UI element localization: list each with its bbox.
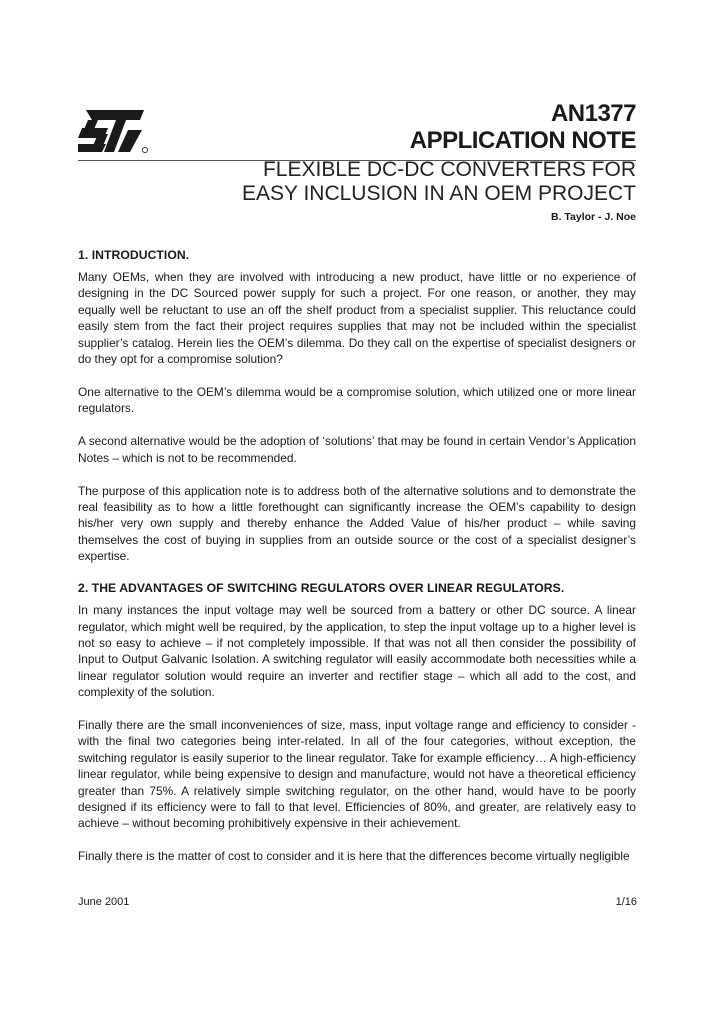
- paragraph: Finally there is the matter of cost to consider and it is here that the differences become virtually negligible: [78, 849, 630, 864]
- authors: B. Taylor - J. Noe: [551, 211, 636, 223]
- section-heading: 1. INTRODUCTION.: [78, 248, 190, 262]
- section-introduction: [78, 248, 636, 565]
- st-logo-icon: [78, 106, 150, 156]
- doc-title-line2: EASY INCLUSION IN AN OEM PROJECT: [241, 182, 636, 205]
- document-body: [78, 240, 636, 881]
- paragraph: A second alternative would be the adoption of ‘solutions’ that may be found in certain Vendor’s Application Notes – which is not to be recommended.: [78, 434, 636, 465]
- paragraph: The purpose of this application note is to address both of the alternative solutions and to demonstrate the real feasibility as to how a little forethought can significantly increase the OEM’s capability to design his/her very own supply and thereby enhance the Added Value of his/her product – while saving themselves the cost of buying in supplies from an outside source or the cost of a specialist designer’s expertise.: [78, 483, 636, 564]
- paragraph: Finally there are the small inconveniences of size, mass, input voltage range and efficiency to consider - with the final two categories being inter-related. In all of the four categories, without exception, the switching regulator is easily superior to the linear regulator. Take for example efficiency… A high-efficiency linear regulator, while being expensive to design and manufacture, would not have a theoretical efficiency greater than 75%. A relatively simple switching regulator, on the other hand, would have to be poorly designed if its efficiency were to fall to that level. Efficiencies of 80%, and greater, are relatively easy to achieve – without becoming prohibitively expensive in their achievement.: [78, 718, 636, 831]
- page-number: 1/16: [615, 896, 637, 908]
- footer-date: June 2001: [78, 896, 130, 908]
- paragraph: Many OEMs, when they are involved with introducing a new product, have little or no experience of designing in the DC Sourced power supply for such a project. For one reason, or another, they may equally well be reluctant to use an off the shelf product from a specialist supplier. This reluctance could easily stem from the fact their project requires supplies that may not be included within the specialist supplier’s catalog. Herein lies the OEM’s dilemma. Do they call on the expertise of specialist designers or do they opt for a compromise solution?: [78, 270, 636, 367]
- doc-kind: APPLICATION NOTE: [409, 127, 636, 154]
- doc-title-line1: FLEXIBLE DC-DC CONVERTERS FOR: [262, 158, 636, 181]
- paragraph: In many instances the input voltage may well be sourced from a battery or other DC source. A linear regulator, which might well be required, by the application, to step the input voltage up to a higher level is not so easy to achieve – if not completely impossible. If that was not all then consider the possibility of Input to Output Galvanic Isolation. A switching regulator will easily accommodate both necessities while a linear regulator solution would require an inverter and rectifier stage – which all add to the cost, and complexity of the solution.: [78, 603, 636, 700]
- section-heading: 2. THE ADVANTAGES OF SWITCHING REGULATORS OVER LINEAR REGULATORS.: [78, 581, 565, 596]
- doc-id: AN1377: [550, 100, 636, 127]
- section-advantages: [78, 581, 636, 865]
- paragraph: One alternative to the OEM’s dilemma would be a compromise solution, which utilized one or more linear regulators.: [78, 384, 636, 416]
